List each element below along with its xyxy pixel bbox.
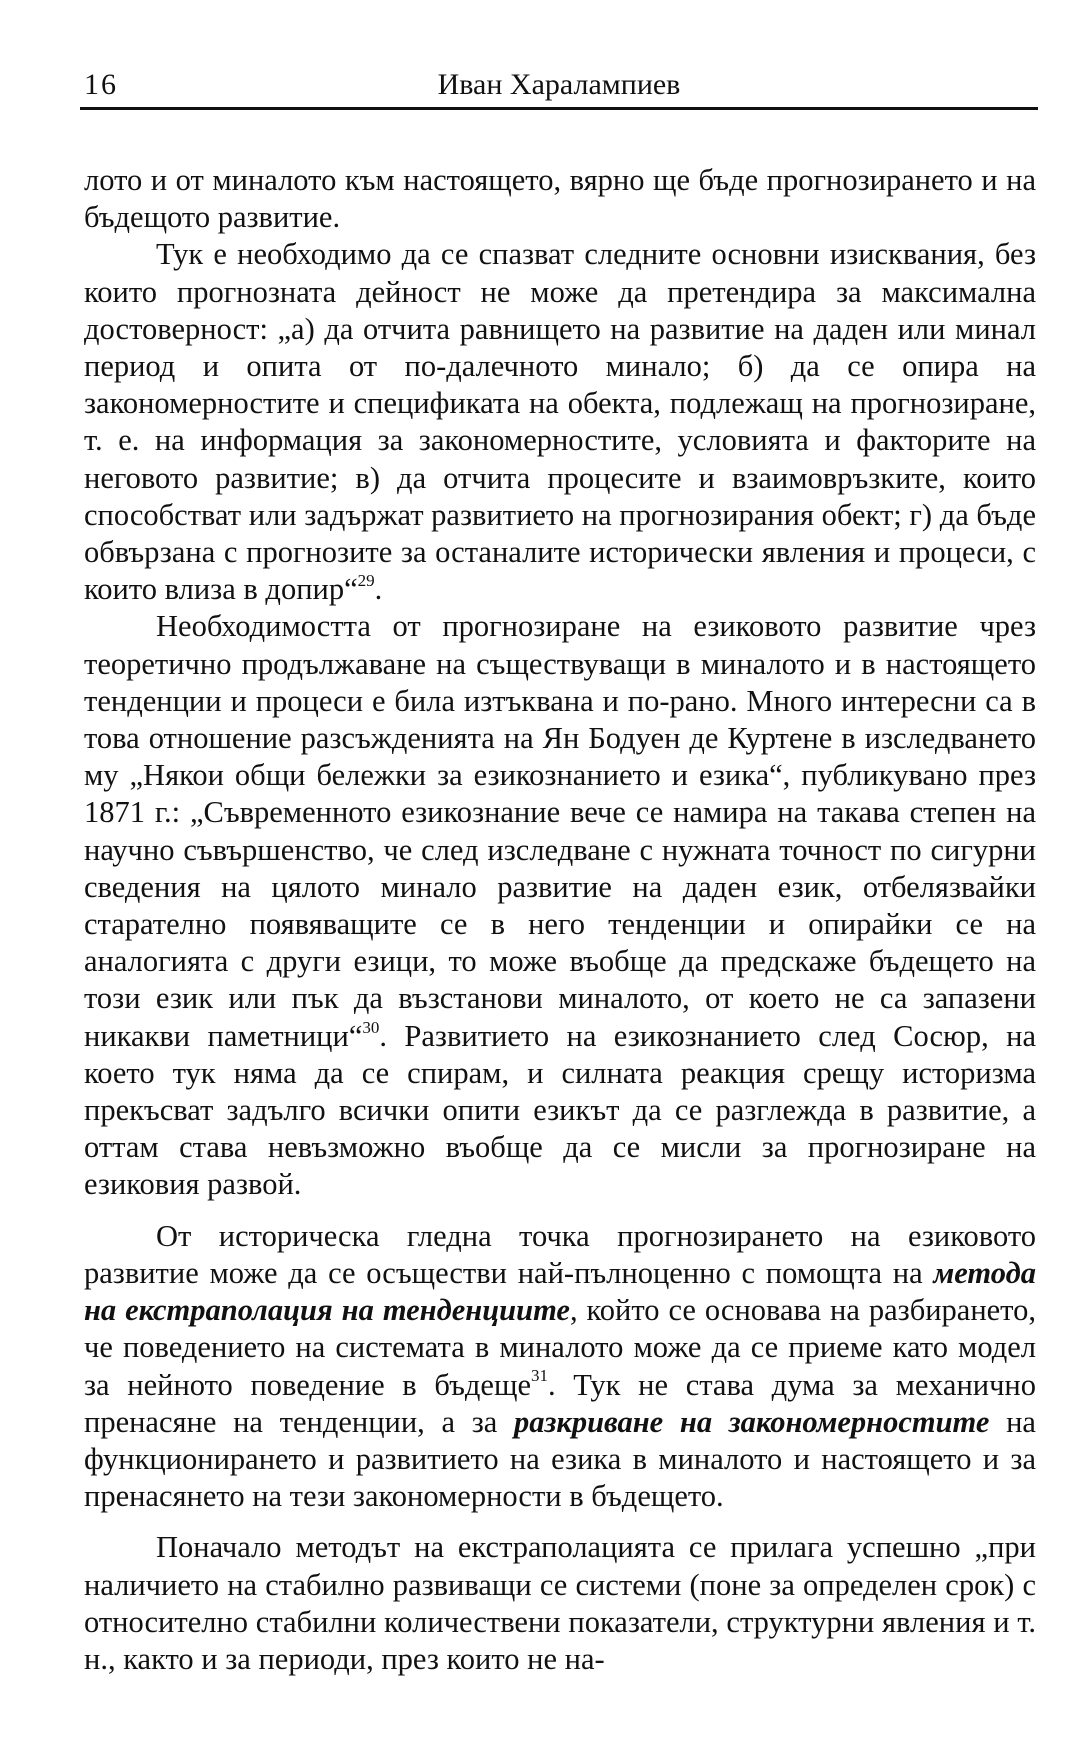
emphasis-extrapolation-method: метода на екстраполация на тенденциите	[84, 1255, 1036, 1328]
paragraph-3-text-a: Необходимостта от прогнозиране на езиковото развитие чрез теоретично продължаване на съществуващи в миналото и в настоящето тенденции и процеси е била изтъквана и по-рано. Много интересни са в това отношение разсъжденията на Ян Бодуен де Куртене в изследването му „Някои общи бележки за езикознанието и езика“, публикувано през 1871 г.: „Съвременното езикознание вече се намира на такава степен на научно съвършенство, че след изследване с нужната точност по сигурни сведения на цялото минало развитие на даден език, отбелязвайки старателно появяващите се в него тенденции и опирайки се на аналогията с други езици, то може въобще да предскаже бъдещето на този език или пък да възстанови миналото, от което не са запазени никакви паметници“	[84, 609, 1036, 1053]
footnote-ref-30: 30	[362, 1017, 380, 1037]
paragraph-2-end: .	[374, 572, 383, 607]
paragraph-4-text-d: на функционирането и развитието на езика в миналото и настоящето и за пренасянето на тези закономерности в бъдещето.	[84, 1404, 1036, 1514]
footnote-ref-29: 29	[357, 571, 375, 591]
paragraph-2	[84, 236, 1036, 608]
paragraph-4-text-c: . Тук не става дума за механично пренасяне на тенденции, а за	[84, 1367, 1036, 1439]
paragraph-1: лото и от миналото към настоящето, вярно ще бъде прогнозирането и на бъдещото развитие.	[84, 163, 1036, 235]
header-rule	[80, 107, 1038, 110]
running-title: Иван Харалампиев	[437, 68, 681, 101]
body-text	[84, 162, 1036, 1678]
paragraph-4-text-a: От историческа гледна точка прогнозирането на езиковото развитие може да се осъществи най-пълноценно с помощта на	[84, 1218, 1036, 1290]
footnote-ref-31: 31	[531, 1366, 548, 1386]
paragraph-5: Поначало методът на екстраполацията се прилага успешно „при наличието на стабилно развиващи се системи (поне за определен срок) с относително стабилни количествени показатели, структурни явления и т. н., както и за периоди, през които не на-	[84, 1530, 1036, 1676]
paragraph-4	[84, 1218, 1036, 1516]
page-number: 16	[84, 68, 118, 101]
paragraph-3	[84, 608, 1036, 1203]
paragraph-2-text: Тук е необходимо да се спазват следните основни изисквания, без които прогнозната дейност не може да претендира за максимална достоверност: „а) да отчита равнището на развитие на даден или минал период и опита от по-далечното минало; б) да се опира на закономерностите и спецификата на обекта, подлежащ на прогнозиране, т. е. на информация за закономерностите, условията и факторите на неговото развитие; в) да отчита процесите и взаимовръзките, които способстват или задържат развитието на прогнозирания обект; г) да бъде обвързана с прогнозите за останалите исторически явления и процеси, с които влиза в допир“	[84, 237, 1036, 607]
emphasis-uncovering-regularities: разкриване на закономерностите	[513, 1404, 990, 1439]
paragraph-4-text-b: , който се основава на разбирането, че поведението на системата в миналото може да се приеме като модел за нейното поведение в бъдеще	[84, 1293, 1036, 1402]
paragraph-3-text-b: . Развитието на езикознанието след Сосюр, на което тук няма да се спирам, и силната реакция срещу историзма прекъсват задълго всички опити езикът да се разглежда в развитие, а оттам става невъзможно въобще да се мисли за прогнозиране на езиковия развой.	[84, 1018, 1036, 1202]
page-header	[80, 64, 1038, 104]
